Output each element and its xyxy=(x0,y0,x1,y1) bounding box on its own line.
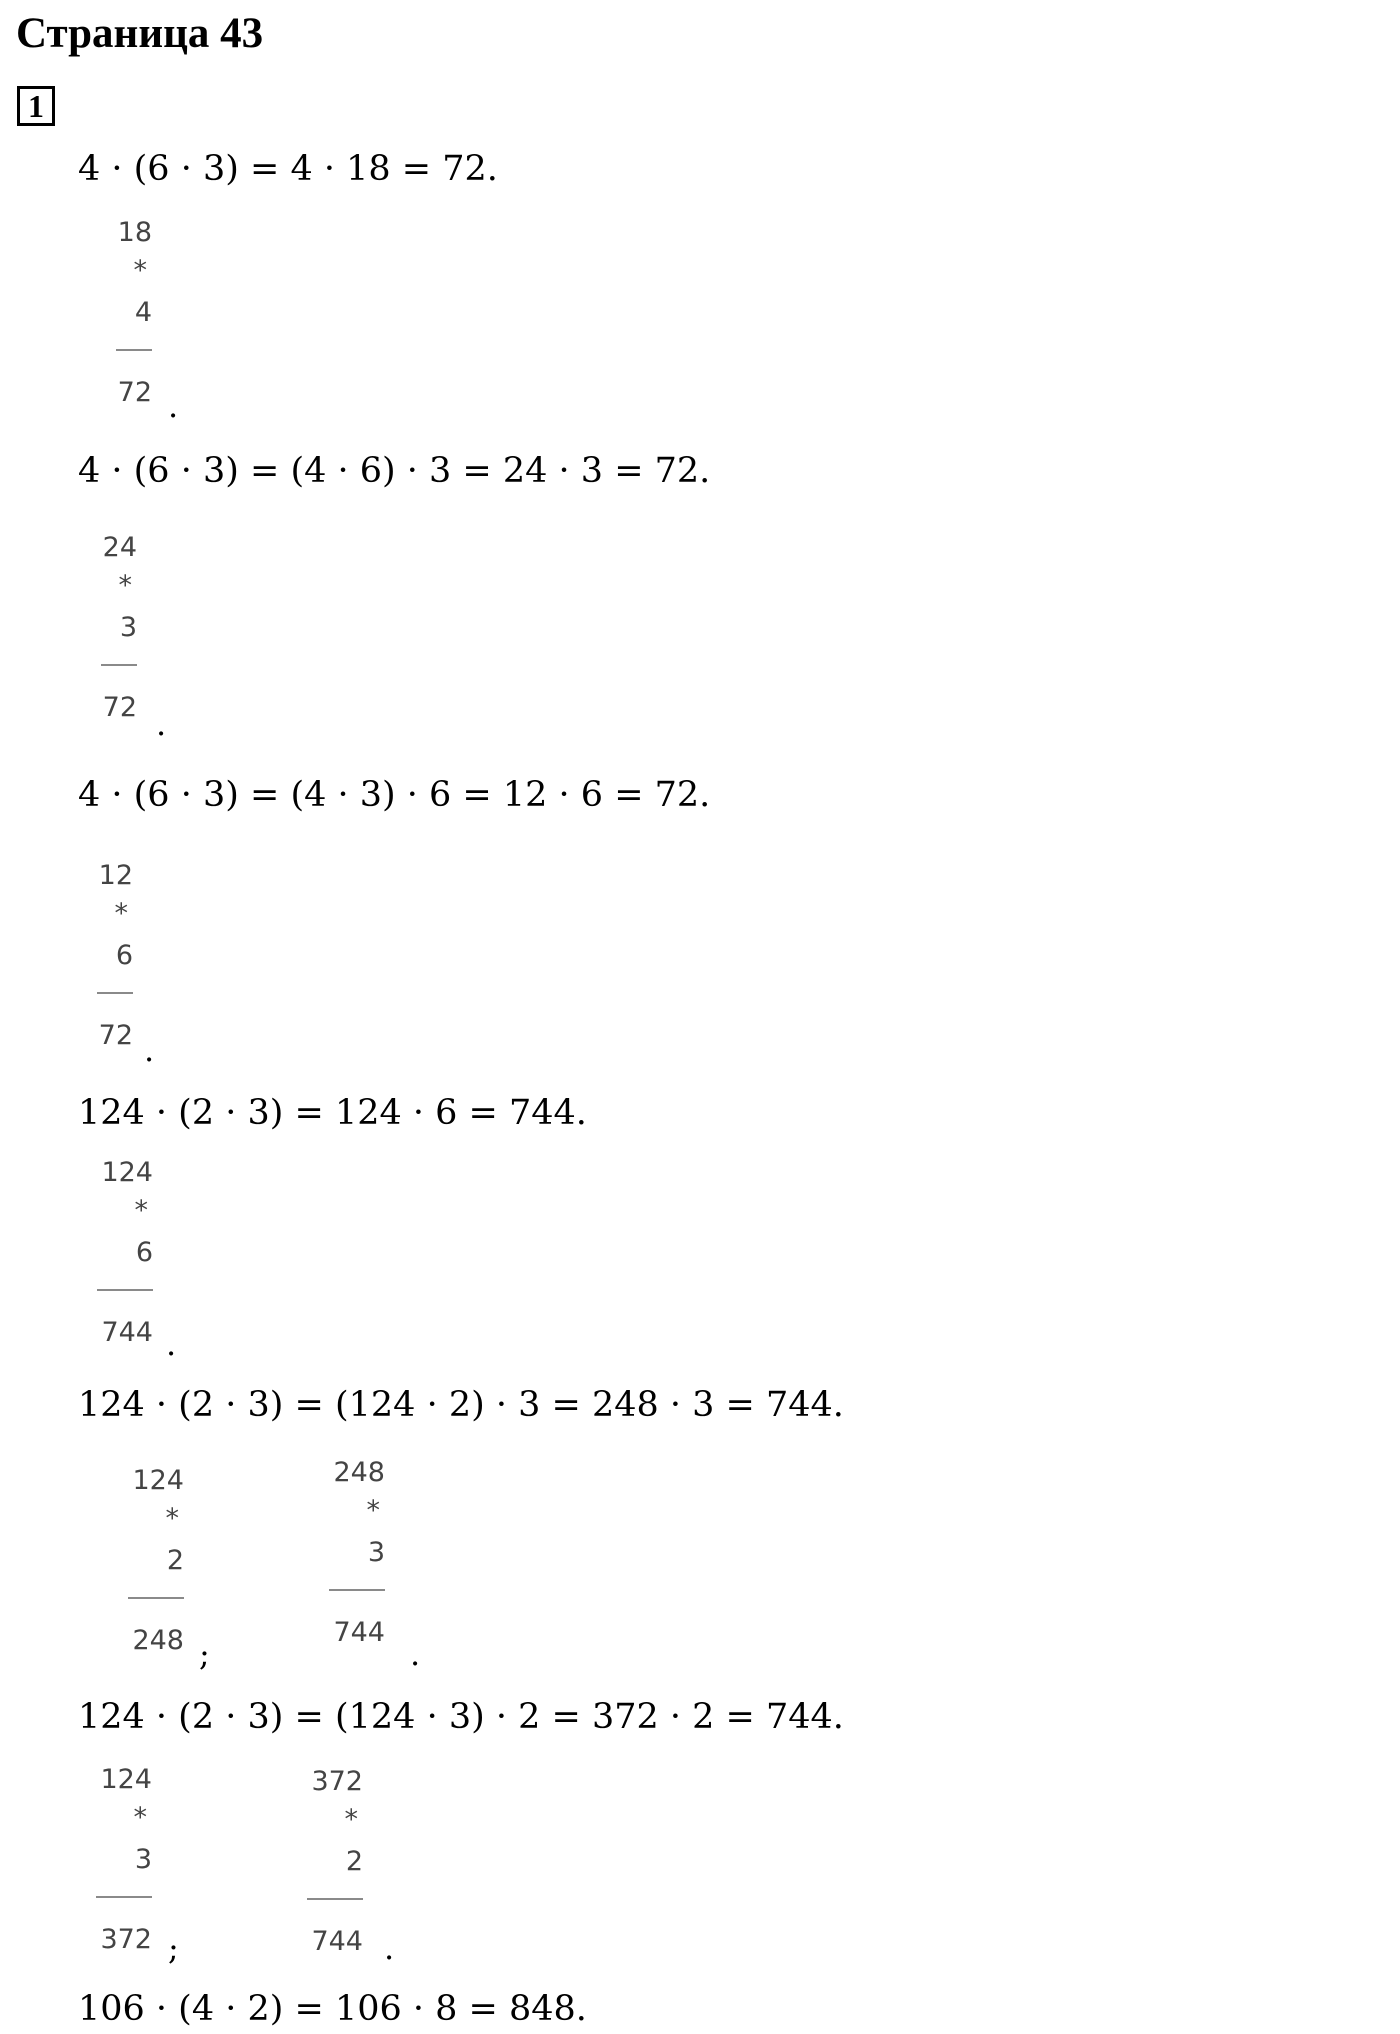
multiplicand: 372 xyxy=(311,1766,363,1797)
column-punctuation: . xyxy=(168,387,179,425)
multiply-sign: * xyxy=(118,570,132,601)
multiply-sign: * xyxy=(366,1495,380,1526)
column-multiplication xyxy=(104,1465,184,1655)
multiplier: 2 xyxy=(166,1545,184,1576)
multiplier: 3 xyxy=(119,612,137,643)
result-line xyxy=(128,1597,184,1599)
product: 248 xyxy=(132,1625,184,1656)
equation-line: 4 · (6 · 3) = (4 · 6) · 3 = 24 · 3 = 72. xyxy=(78,451,711,491)
result-line xyxy=(307,1898,363,1900)
equation-line: 124 · (2 · 3) = (124 · 2) · 3 = 248 · 3 = 744. xyxy=(78,1385,844,1425)
column-multiplication xyxy=(57,532,137,722)
multiplicand: 24 xyxy=(102,532,137,563)
result-line xyxy=(97,1289,153,1291)
multiply-sign: * xyxy=(165,1503,179,1534)
multiplicand: 18 xyxy=(117,217,152,248)
equation-line: 4 · (6 · 3) = (4 · 3) · 6 = 12 · 6 = 72. xyxy=(78,775,711,815)
multiplier: 3 xyxy=(367,1537,385,1568)
column-multiplication xyxy=(53,860,133,1050)
multiply-sign: * xyxy=(114,898,128,929)
equation-line: 106 · (4 · 2) = 106 · 8 = 848. xyxy=(78,1989,587,2029)
column-multiplication xyxy=(73,1157,153,1347)
multiplier: 4 xyxy=(134,297,152,328)
equation-line: 124 · (2 · 3) = 124 · 6 = 744. xyxy=(78,1093,587,1133)
result-line xyxy=(116,349,152,351)
column-punctuation: . xyxy=(144,1031,155,1069)
multiply-sign: * xyxy=(133,1802,147,1833)
multiplicand: 248 xyxy=(333,1457,385,1488)
multiply-sign: * xyxy=(133,255,147,286)
product: 72 xyxy=(117,377,152,408)
column-punctuation: . xyxy=(166,1325,177,1363)
column-multiplication xyxy=(305,1457,385,1647)
product: 744 xyxy=(311,1926,363,1957)
column-multiplication xyxy=(72,1764,152,1954)
task-number-badge: 1 xyxy=(17,86,55,126)
result-line xyxy=(329,1589,385,1591)
multiplier: 6 xyxy=(135,1237,153,1268)
column-multiplication xyxy=(283,1766,363,1956)
column-punctuation: . xyxy=(156,705,167,743)
product: 372 xyxy=(100,1924,152,1955)
multiply-sign: * xyxy=(344,1804,358,1835)
result-line xyxy=(101,664,137,666)
column-punctuation: ; xyxy=(168,1929,179,1967)
result-line xyxy=(96,1896,152,1898)
multiplier: 6 xyxy=(115,940,133,971)
column-punctuation: . xyxy=(384,1929,395,1967)
multiplicand: 124 xyxy=(132,1465,184,1496)
equation-line: 4 · (6 · 3) = 4 · 18 = 72. xyxy=(78,149,498,189)
result-line xyxy=(97,992,133,994)
column-multiplication xyxy=(72,217,152,407)
multiplicand: 124 xyxy=(101,1157,153,1188)
multiplier: 3 xyxy=(134,1844,152,1875)
product: 744 xyxy=(333,1617,385,1648)
product: 72 xyxy=(98,1020,133,1051)
product: 72 xyxy=(102,692,137,723)
multiply-sign: * xyxy=(134,1195,148,1226)
multiplicand: 12 xyxy=(98,860,133,891)
column-punctuation: . xyxy=(410,1635,421,1673)
page-title: Страница 43 xyxy=(16,10,264,57)
multiplier: 2 xyxy=(345,1846,363,1877)
product: 744 xyxy=(101,1317,153,1348)
multiplicand: 124 xyxy=(100,1764,152,1795)
equation-line: 124 · (2 · 3) = (124 · 3) · 2 = 372 · 2 = 744. xyxy=(78,1697,844,1737)
column-punctuation: ; xyxy=(199,1635,210,1673)
